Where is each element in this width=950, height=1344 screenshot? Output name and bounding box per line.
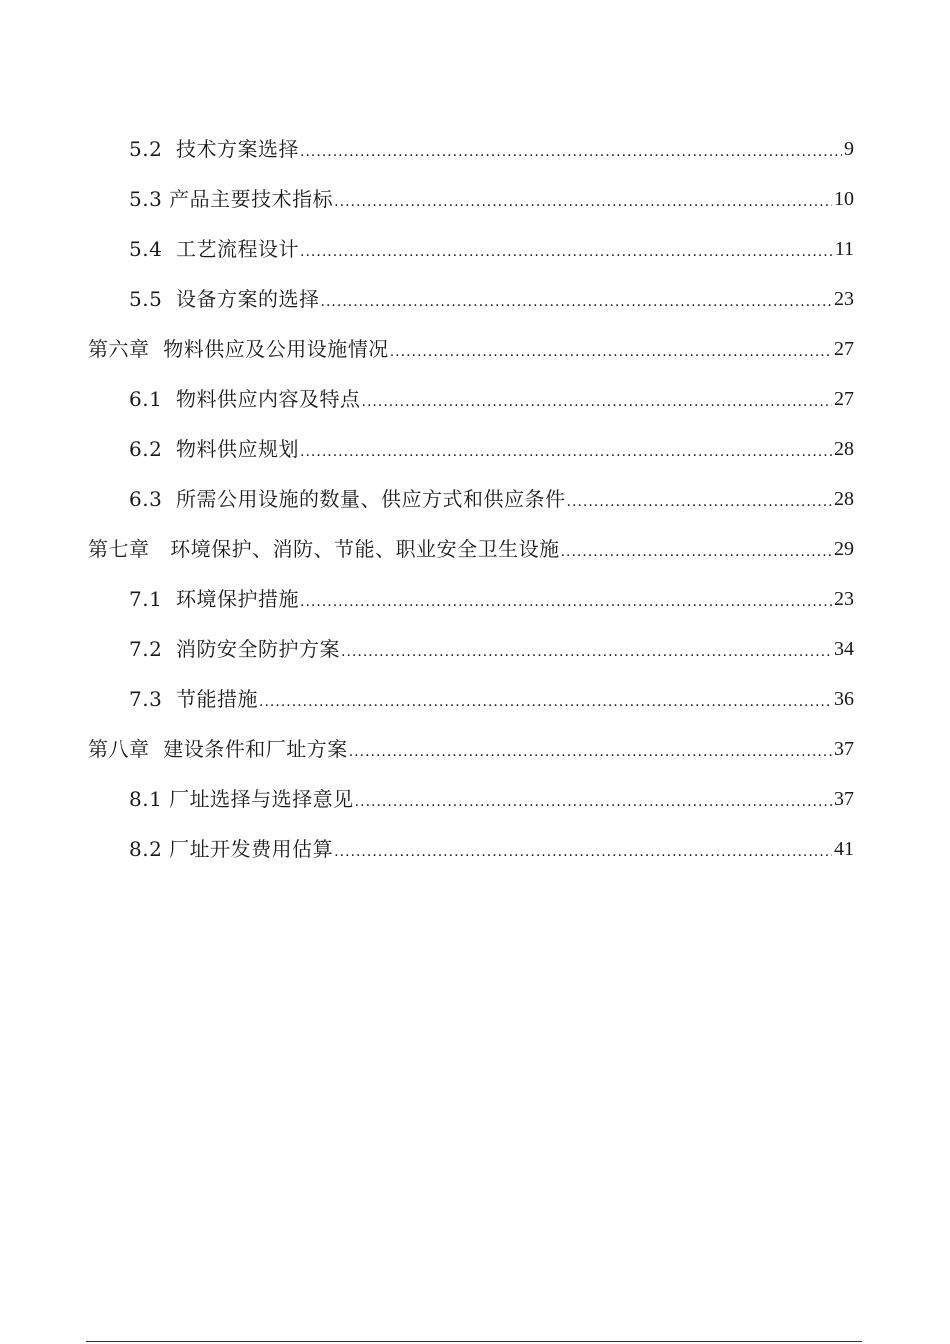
- toc-entry-page: 23: [834, 588, 854, 610]
- toc-entry-chapter-6[interactable]: [0, 324, 950, 374]
- toc-entry-title: 第六章 物料供应及公用设施情况: [88, 337, 389, 361]
- toc-leader-dots: [341, 627, 832, 677]
- toc-entry-title: 5.4 工艺流程设计: [129, 237, 300, 261]
- toc-leader-dots: [259, 677, 832, 727]
- toc-entry-page: 36: [834, 688, 854, 710]
- toc-entry-7-1[interactable]: [0, 574, 950, 624]
- toc-entry-7-2[interactable]: [0, 624, 950, 674]
- toc-entry-page: 29: [834, 538, 854, 560]
- toc-entry-title: 8.1 厂址选择与选择意见: [129, 787, 354, 811]
- toc-entry-chapter-7[interactable]: [0, 524, 950, 574]
- toc-entry-page: 27: [834, 338, 854, 360]
- toc-entry-5-4[interactable]: [0, 224, 950, 274]
- toc-entry-5-3[interactable]: [0, 174, 950, 224]
- toc-entry-page: 37: [834, 738, 854, 760]
- toc-entry-page: 28: [834, 438, 854, 460]
- toc-entry-chapter-8[interactable]: [0, 724, 950, 774]
- toc-entry-8-1[interactable]: [0, 774, 950, 824]
- toc-entry-title: 7.3 节能措施: [129, 687, 259, 711]
- toc-entry-page: 9: [844, 138, 854, 160]
- toc-entry-page: 37: [834, 788, 854, 810]
- toc-entry-title: 6.1 物料供应内容及特点: [129, 387, 361, 411]
- toc-leader-dots: [300, 427, 832, 477]
- toc-leader-dots: [355, 777, 832, 827]
- toc-entry-8-2[interactable]: [0, 824, 950, 874]
- toc-entry-title: 7.2 消防安全防护方案: [129, 637, 341, 661]
- toc-leader-dots: [334, 177, 832, 227]
- toc-entry-page: 27: [834, 388, 854, 410]
- toc-entry-title: 第七章 环境保护、消防、节能、职业安全卫生设施: [88, 537, 560, 561]
- toc-entry-title: 8.2 厂址开发费用估算: [129, 837, 334, 861]
- toc-entry-title: 7.1 环境保护措施: [129, 587, 300, 611]
- toc-entry-page: 28: [834, 488, 854, 510]
- toc-leader-dots: [300, 227, 833, 277]
- toc-leader-dots: [567, 477, 832, 527]
- toc-entry-7-3[interactable]: [0, 674, 950, 724]
- toc-leader-dots: [561, 527, 832, 577]
- toc-entry-5-2[interactable]: [0, 124, 950, 174]
- toc-entry-page: 34: [834, 638, 854, 660]
- toc-leader-dots: [349, 727, 832, 777]
- toc-leader-dots: [362, 377, 832, 427]
- footer-divider: [86, 1341, 862, 1342]
- toc-entry-page: 41: [834, 838, 854, 860]
- table-of-contents: [0, 124, 950, 874]
- toc-leader-dots: [300, 577, 832, 627]
- toc-entry-title: 5.2 技术方案选择: [129, 137, 300, 161]
- toc-leader-dots: [300, 127, 842, 177]
- toc-entry-title: 第八章 建设条件和厂址方案: [88, 737, 348, 761]
- toc-leader-dots: [390, 327, 832, 377]
- toc-entry-6-2[interactable]: [0, 424, 950, 474]
- toc-entry-page: 11: [834, 238, 854, 260]
- toc-entry-title: 6.3 所需公用设施的数量、供应方式和供应条件: [129, 487, 566, 511]
- toc-entry-title: 5.3 产品主要技术指标: [129, 187, 334, 211]
- toc-entry-5-5[interactable]: [0, 274, 950, 324]
- toc-leader-dots: [321, 277, 832, 327]
- toc-entry-page: 10: [834, 188, 854, 210]
- toc-leader-dots: [334, 827, 832, 877]
- toc-entry-6-1[interactable]: [0, 374, 950, 424]
- toc-entry-6-3[interactable]: [0, 474, 950, 524]
- toc-entry-page: 23: [834, 288, 854, 310]
- toc-entry-title: 6.2 物料供应规划: [129, 437, 300, 461]
- toc-entry-title: 5.5 设备方案的选择: [129, 287, 320, 311]
